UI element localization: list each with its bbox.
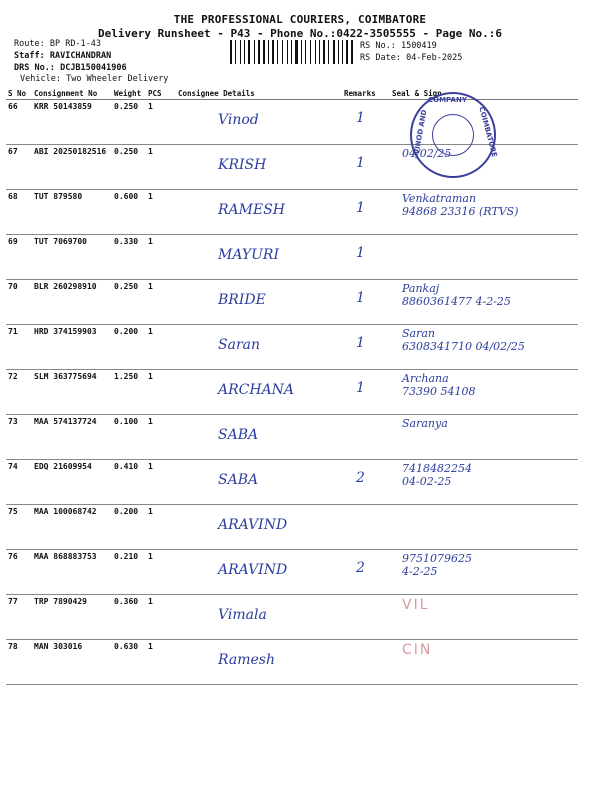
row-pcs: 1 [146, 415, 176, 460]
signature-detail: 04/02/25 [402, 147, 452, 160]
staff-value: RAVICHANDRAN [49, 51, 112, 61]
seal-text-right: COIMBATORE [477, 105, 499, 159]
row-consignee-cell [176, 190, 342, 235]
row-sno: 68 [6, 190, 32, 235]
row-remark-cell [342, 550, 390, 595]
row-pcs: 1 [146, 325, 176, 370]
table-row [6, 460, 578, 505]
barcode [230, 40, 354, 64]
table-row [6, 235, 578, 280]
route-label: Route: [14, 39, 45, 49]
signature-line: Pankaj [402, 282, 440, 295]
row-sign-cell [390, 505, 578, 550]
row-weight: 0.630 [112, 640, 146, 685]
table-row [6, 370, 578, 415]
table-row [6, 505, 578, 550]
row-sign-cell [390, 280, 578, 325]
row-pcs: 1 [146, 370, 176, 415]
document-title: THE PROFESSIONAL COURIERS, COIMBATORE [173, 13, 427, 26]
row-consignee-cell [176, 505, 342, 550]
vehicle-value: Two Wheeler Delivery [66, 74, 169, 84]
rs-no-line [360, 41, 437, 51]
consignee-handwriting: Vinod [218, 112, 259, 128]
company-seal-inner [432, 114, 474, 156]
signature-line: 9751079625 [402, 552, 472, 565]
row-remark-cell [342, 505, 390, 550]
row-sno: 67 [6, 145, 32, 190]
consignee-handwriting: Vimala [218, 607, 267, 623]
seal-text-top: COMPANY [428, 96, 467, 104]
row-weight: 0.250 [112, 145, 146, 190]
row-consignment-no: EDQ 21609954 [32, 460, 112, 505]
signature-detail: 8860361477 4-2-25 [402, 295, 511, 308]
remark-handwriting: 1 [356, 290, 365, 306]
col-weight: Weight [112, 87, 146, 100]
col-pcs: PCS [146, 87, 176, 100]
signature-detail: CIN [402, 642, 433, 658]
table-row [6, 550, 578, 595]
row-pcs: 1 [146, 145, 176, 190]
signature-line: Saranya [402, 417, 448, 430]
row-remark-cell [342, 595, 390, 640]
row-consignee-cell [176, 100, 342, 145]
row-consignment-no: KRR 50143859 [32, 100, 112, 145]
row-consignment-no: SLM 363775694 [32, 370, 112, 415]
drs-label: DRS No.: [14, 63, 55, 73]
col-consignee: Consignee Details [176, 87, 342, 100]
row-sno: 73 [6, 415, 32, 460]
row-pcs: 1 [146, 460, 176, 505]
row-pcs: 1 [146, 505, 176, 550]
route-line [14, 39, 101, 49]
drs-value: DCJB150041906 [60, 63, 127, 73]
row-pcs: 1 [146, 280, 176, 325]
signature-detail: 73390 54108 [402, 385, 476, 398]
table-row [6, 280, 578, 325]
row-sno: 75 [6, 505, 32, 550]
signature-detail: 04-02-25 [402, 475, 452, 488]
row-remark-cell [342, 100, 390, 145]
route-value: BP RD-1-43 [49, 39, 102, 49]
consignee-handwriting: ARAVIND [218, 562, 288, 578]
row-pcs: 1 [146, 595, 176, 640]
row-sign-cell [390, 370, 578, 415]
remark-handwriting: 1 [356, 155, 365, 171]
row-consignee-cell [176, 595, 342, 640]
row-sign-cell [390, 595, 578, 640]
runsheet-table [6, 87, 578, 685]
document-subtitle: Delivery Runsheet - P43 - Phone No.:0422-3505555 - Page No.:6 [98, 27, 502, 40]
row-weight: 0.200 [112, 325, 146, 370]
row-sno: 76 [6, 550, 32, 595]
row-pcs: 1 [146, 190, 176, 235]
row-consignment-no: MAA 574137724 [32, 415, 112, 460]
table-row [6, 190, 578, 235]
signature-line: Archana [402, 372, 449, 385]
row-weight: 0.250 [112, 280, 146, 325]
vehicle-label: Vehicle: [20, 74, 61, 84]
staff-label: Staff: [14, 51, 45, 61]
row-sign-cell [390, 190, 578, 235]
row-weight: 0.200 [112, 505, 146, 550]
rs-no-value: 1500419 [400, 41, 437, 51]
row-sign-cell [390, 325, 578, 370]
row-sno: 77 [6, 595, 32, 640]
row-consignment-no: HRD 374159903 [32, 325, 112, 370]
row-consignee-cell [176, 415, 342, 460]
row-consignment-no: BLR 260298910 [32, 280, 112, 325]
table-row [6, 415, 578, 460]
consignee-handwriting: ARCHANA [218, 382, 295, 398]
signature-detail: VIL [402, 597, 430, 613]
remark-handwriting: 1 [356, 380, 365, 396]
row-sno: 69 [6, 235, 32, 280]
row-pcs: 1 [146, 100, 176, 145]
row-weight: 0.360 [112, 595, 146, 640]
col-sno: S No [6, 87, 32, 100]
signature-detail: 4-2-25 [402, 565, 438, 578]
signature-detail: 6308341710 04/02/25 [402, 340, 525, 353]
row-remark-cell [342, 325, 390, 370]
signature-detail: 94868 23316 (RTVS) [402, 205, 519, 218]
remark-handwriting: 1 [356, 335, 365, 351]
row-sign-cell [390, 460, 578, 505]
row-sno: 71 [6, 325, 32, 370]
consignee-handwriting: BRIDE [218, 292, 266, 308]
consignee-handwriting: Ramesh [218, 652, 275, 668]
row-consignee-cell [176, 280, 342, 325]
row-consignee-cell [176, 550, 342, 595]
row-sign-cell [390, 640, 578, 685]
row-weight: 0.210 [112, 550, 146, 595]
row-consignee-cell [176, 145, 342, 190]
col-remarks: Remarks [342, 87, 390, 100]
remark-handwriting: 2 [356, 560, 365, 576]
table-row [6, 595, 578, 640]
row-sign-cell [390, 550, 578, 595]
row-weight: 0.100 [112, 415, 146, 460]
consignee-handwriting: KRISH [218, 157, 267, 173]
table-row [6, 640, 578, 685]
consignee-handwriting: RAMESH [218, 202, 286, 218]
col-consignment: Consignment No [32, 87, 112, 100]
row-consignee-cell [176, 235, 342, 280]
consignee-handwriting: ARAVIND [218, 517, 288, 533]
drs-line [14, 63, 127, 73]
row-remark-cell [342, 145, 390, 190]
row-remark-cell [342, 415, 390, 460]
row-sno: 78 [6, 640, 32, 685]
consignee-handwriting: SABA [218, 472, 259, 488]
row-consignment-no: TUT 7069700 [32, 235, 112, 280]
row-sno: 74 [6, 460, 32, 505]
signature-line: Venkatraman [402, 192, 477, 205]
rs-date-value: 04-Feb-2025 [406, 53, 463, 63]
row-pcs: 1 [146, 640, 176, 685]
rs-date-label: RS Date: [360, 53, 401, 63]
rs-date-line [360, 53, 462, 63]
row-remark-cell [342, 235, 390, 280]
row-weight: 0.410 [112, 460, 146, 505]
row-consignee-cell [176, 370, 342, 415]
row-sign-cell [390, 415, 578, 460]
row-consignment-no: ABI 20250182516 [32, 145, 112, 190]
col-seal-sign: Seal & Sign [390, 87, 578, 100]
row-sign-cell [390, 235, 578, 280]
remark-handwriting [344, 417, 388, 425]
row-remark-cell [342, 460, 390, 505]
row-consignment-no: MAA 100068742 [32, 505, 112, 550]
consignee-handwriting: SABA [218, 427, 259, 443]
row-consignment-no: MAA 868883753 [32, 550, 112, 595]
remark-handwriting: 1 [356, 245, 365, 261]
row-consignment-no: MAN 303016 [32, 640, 112, 685]
table-row [6, 325, 578, 370]
row-sno: 72 [6, 370, 32, 415]
remark-handwriting [344, 507, 388, 515]
row-sno: 70 [6, 280, 32, 325]
row-consignee-cell [176, 640, 342, 685]
row-consignee-cell [176, 460, 342, 505]
rs-no-label: RS No.: [360, 41, 396, 51]
row-remark-cell [342, 190, 390, 235]
remark-handwriting [344, 597, 388, 605]
row-remark-cell [342, 280, 390, 325]
row-pcs: 1 [146, 235, 176, 280]
remark-handwriting: 1 [356, 200, 365, 216]
row-consignment-no: TRP 7890429 [32, 595, 112, 640]
vehicle-line [20, 74, 168, 84]
row-consignee-cell [176, 325, 342, 370]
row-weight: 1.250 [112, 370, 146, 415]
staff-line [14, 51, 111, 61]
row-remark-cell [342, 640, 390, 685]
row-weight: 0.250 [112, 100, 146, 145]
remark-handwriting: 2 [356, 470, 365, 486]
row-consignment-no: TUT 879580 [32, 190, 112, 235]
consignee-handwriting: Saran [218, 337, 260, 353]
table-header-row [6, 87, 578, 100]
remark-handwriting: 1 [356, 110, 365, 126]
row-weight: 0.600 [112, 190, 146, 235]
row-pcs: 1 [146, 550, 176, 595]
row-remark-cell [342, 370, 390, 415]
signature-line: 7418482254 [402, 462, 472, 475]
seal-text-left: VINOD AND [412, 109, 429, 155]
consignee-handwriting: MAYURI [218, 247, 279, 263]
row-sno: 66 [6, 100, 32, 145]
signature-line: Saran [402, 327, 435, 340]
row-weight: 0.330 [112, 235, 146, 280]
remark-handwriting [344, 642, 388, 650]
